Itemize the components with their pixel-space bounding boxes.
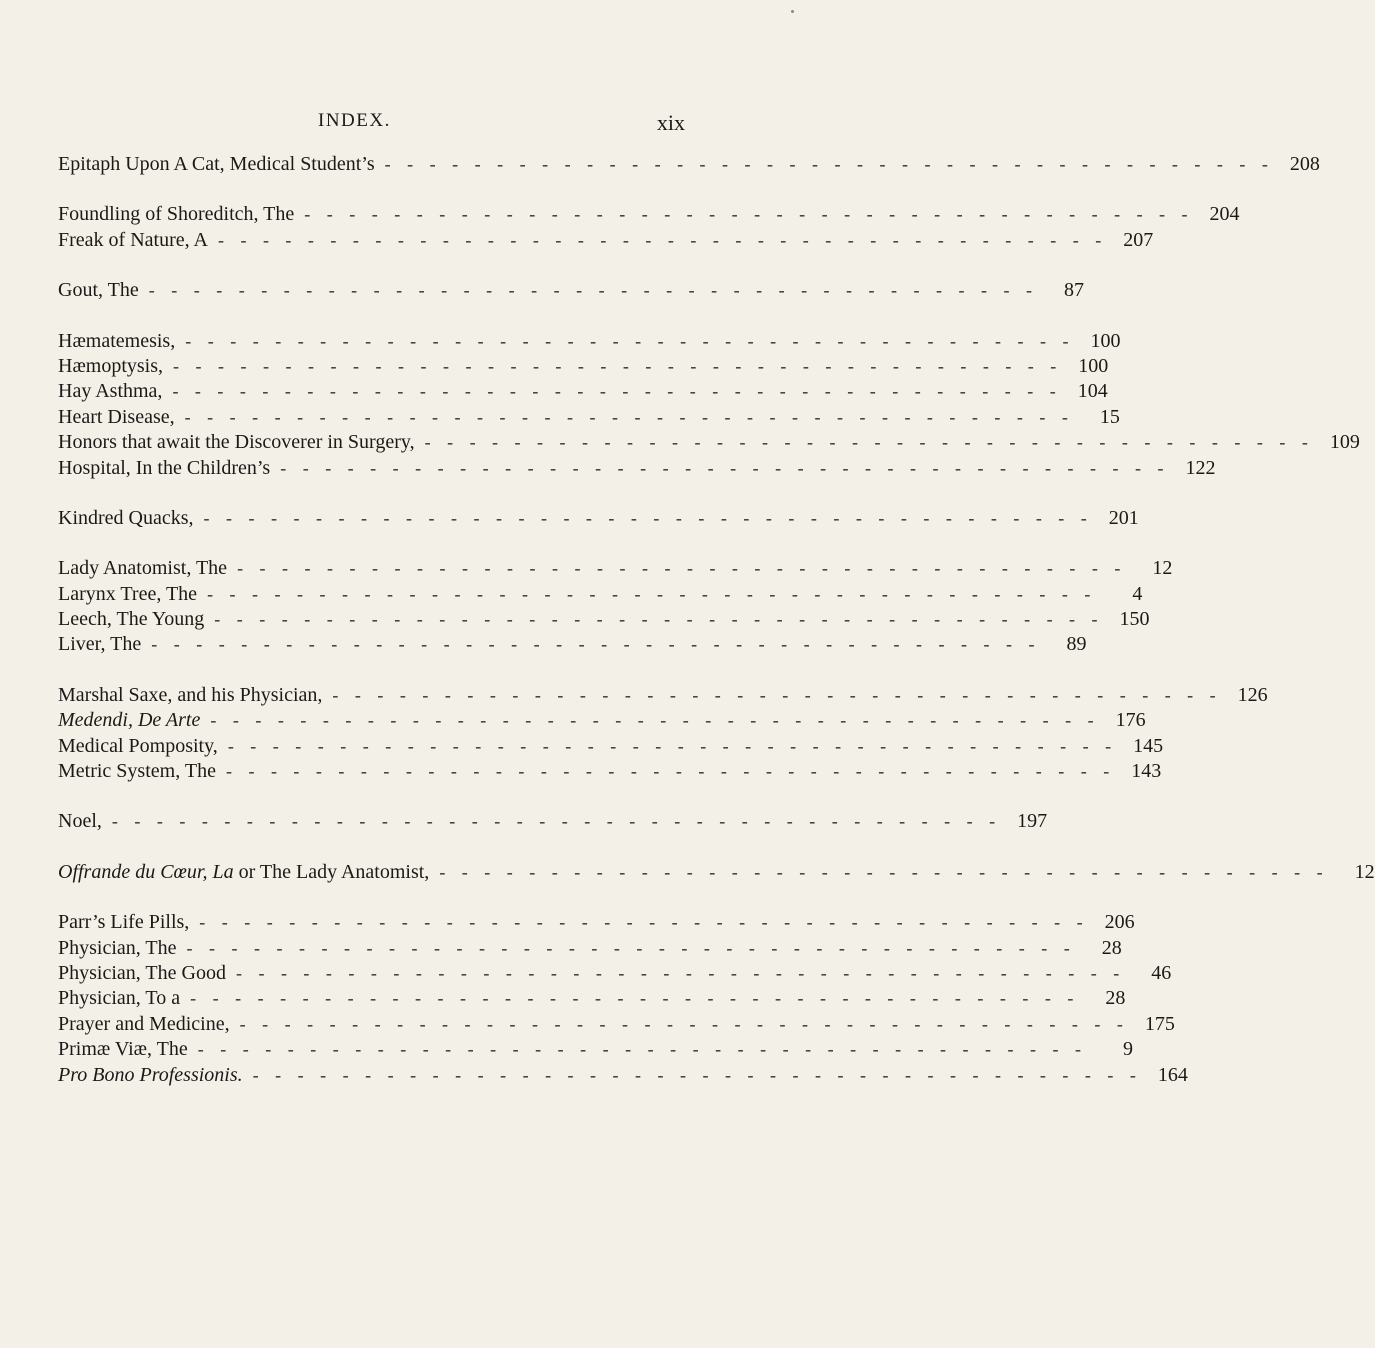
entry-page-number: 126: [1237, 683, 1268, 706]
entry-label: [58, 708, 210, 733]
entry-label: [58, 405, 185, 430]
index-entry: [58, 278, 1084, 303]
dot-leaders: - - - - - - - - - - - - - - - - - - - - - - - - - - - - - - - - - - - - - - - -: [190, 988, 1080, 1009]
index-entry: [58, 1012, 1175, 1037]
dot-leaders: - - - - - - - - - - - - - - - - - - - - - - - - - - - - - - - - - - - - - - - -: [424, 432, 1314, 453]
dot-leaders: - - - - - - - - - - - - - - - - - - - - - - - - - - - - - - - - - - - - - - - -: [197, 1039, 1088, 1060]
entry-label-text: Medical Pomposity,: [58, 734, 218, 757]
entry-label: [58, 936, 187, 961]
dot-leaders: - - - - - - - - - - - - - - - - - - - - - - - - - - - - - - - - - - - - - - - -: [439, 861, 1329, 882]
entry-page-number: 176: [1115, 709, 1146, 732]
index-entry: [58, 202, 1240, 227]
index-entry: [58, 405, 1120, 430]
entry-label-text: Hay Asthma,: [58, 380, 163, 403]
entry-label: [58, 683, 332, 708]
running-title: INDEX.: [318, 110, 391, 131]
dot-leaders: - - - - - - - - - - - - - - - - - - - - - - - - - - - - - - - - - - - - - - - -: [280, 457, 1170, 478]
index-entry: [58, 379, 1108, 404]
entry-label-text: Gout, The: [58, 279, 139, 302]
index-entry: [58, 556, 1173, 581]
index-group: [58, 910, 1188, 1088]
index-group: [58, 860, 1375, 885]
entry-page-number: 109: [1329, 431, 1360, 454]
dot-leaders: - - - - - - - - - - - - - - - - - - - - - - - - - - - - - - - - - - - - - - - -: [252, 1064, 1142, 1085]
entry-label: [58, 228, 218, 253]
dot-leaders: - - - - - - - - - - - - - - - - - - - - - - - - - - - - - - - - - - - - - - - -: [203, 507, 1093, 528]
entry-label-text: or The Lady Anatomist,: [233, 860, 430, 883]
entry-label-text: Noel,: [58, 810, 102, 833]
dot-leaders: - - - - - - - - - - - - - - - - - - - - - - - - - - - - - - - - - - - - - - - -: [199, 912, 1089, 933]
entry-page-number: 100: [1090, 329, 1121, 352]
page-header: [0, 110, 800, 134]
entry-label-text: Larynx Tree, The: [58, 582, 198, 605]
index-group: [58, 556, 1173, 658]
entry-label-text: Epitaph Upon A Cat, Medical Student’s: [58, 153, 375, 175]
index-group: [58, 683, 1268, 785]
entry-label: [58, 1012, 240, 1037]
entry-label-text: Leech, The Young: [58, 608, 205, 631]
entry-label: [58, 986, 190, 1011]
index-entry: [58, 607, 1150, 632]
entry-label-text: Heart Disease,: [58, 405, 175, 428]
entry-label: [58, 430, 425, 455]
index-entry: [58, 228, 1154, 253]
entry-label: [58, 278, 149, 303]
dot-leaders: - - - - - - - - - - - - - - - - - - - - - - - - - - - - - - - - - - - - - - - -: [332, 684, 1222, 705]
entry-page-number: 206: [1104, 911, 1135, 934]
entry-page-number: 89: [1066, 633, 1087, 656]
dot-leaders: - - - - - - - - - - - - - - - - - - - - - - - - - - - - - - - - - - - - - - - -: [111, 811, 1002, 832]
entry-page-number: 12: [1354, 860, 1375, 883]
entry-page-number: 28: [1101, 936, 1122, 959]
entry-page-number: 15: [1099, 405, 1120, 428]
entry-label-text: Hospital, In the Children’s: [58, 456, 271, 479]
entry-page-number: 46: [1151, 961, 1172, 984]
dot-leaders: - - - - - - - - - - - - - - - - - - - - - - - - - - - - - - - - - - - - - - - -: [184, 406, 1074, 427]
entry-label-text: Foundling of Shoreditch, The: [58, 203, 295, 226]
entry-label: [58, 759, 226, 784]
index-entry: [58, 456, 1216, 481]
entry-label-text: Liver, The: [58, 633, 142, 656]
entry-label-text: Primæ Viæ, The: [58, 1038, 188, 1061]
entry-label: [58, 1037, 198, 1062]
entry-label-text: Prayer and Medicine,: [58, 1012, 230, 1035]
index-entry: [58, 759, 1162, 784]
page-number: xix: [656, 110, 685, 135]
entry-page-number: 175: [1144, 1012, 1175, 1035]
dot-leaders: - - - - - - - - - - - - - - - - - - - - - - - - - - - - - - - - - - - - - - - -: [239, 1013, 1129, 1034]
entry-label: [58, 152, 385, 177]
index-entry: [58, 936, 1122, 961]
index-entry: [58, 809, 1048, 834]
entry-label-text: Marshal Saxe, and his Physician,: [58, 683, 323, 706]
dot-leaders: - - - - - - - - - - - - - - - - - - - - - - - - - - - - - - - - - - - - - - - -: [151, 634, 1041, 655]
dot-leaders: - - - - - - - - - - - - - - - - - - - - - - - - - - - - - - - - - - - - - - - -: [173, 355, 1063, 376]
entry-label-text: Metric System, The: [58, 760, 216, 783]
entry-label-text: Physician, To a: [58, 987, 181, 1010]
entry-label-text: Kindred Quacks,: [58, 506, 194, 529]
dot-leaders: - - - - - - - - - - - - - - - - - - - - - - - - - - - - - - - - - - - - - - - -: [235, 962, 1126, 983]
index-group: [58, 506, 1139, 531]
entry-page-number: 164: [1157, 1063, 1188, 1086]
index-entries: [58, 152, 1375, 1113]
entry-label-italic: Medendi, De Arte: [58, 709, 201, 732]
entry-label-text: Lady Anatomist, The: [58, 557, 228, 580]
index-group: [58, 278, 1084, 303]
entry-page-number: 87: [1064, 279, 1084, 302]
index-entry: [58, 708, 1146, 733]
entry-label-text: Physician, The: [58, 936, 177, 959]
dot-leaders: - - - - - - - - - - - - - - - - - - - - - - - - - - - - - - - - - - - - - - - -: [225, 761, 1116, 782]
dot-leaders: - - - - - - - - - - - - - - - - - - - - - - - - - - - - - - - - - - - - - - - -: [304, 204, 1194, 225]
dot-leaders: - - - - - - - - - - - - - - - - - - - - - - - - - - - - - - - - - - - - - - - -: [227, 735, 1118, 756]
entry-label-text: Hæmatemesis,: [58, 329, 176, 352]
index-entry: [58, 910, 1135, 935]
entry-page-number: 100: [1078, 354, 1109, 377]
index-entry: [58, 582, 1143, 607]
entry-label: [58, 556, 237, 581]
entry-page-number: 104: [1077, 380, 1108, 403]
entry-page-number: 28: [1105, 987, 1126, 1010]
index-entry: [58, 632, 1087, 657]
entry-page-number: 145: [1133, 734, 1164, 757]
entry-label: [58, 809, 112, 834]
dot-leaders: - - - - - - - - - - - - - - - - - - - - - - - - - - - - - - - - - - - - - - - -: [148, 280, 1038, 301]
dot-leaders: - - - - - - - - - - - - - - - - - - - - - - - - - - - - - - - - - - - - - - - -: [207, 583, 1097, 604]
entry-page-number: 122: [1185, 456, 1216, 479]
entry-label-text: Physician, The Good: [58, 961, 226, 984]
entry-label: [58, 506, 204, 531]
entry-label-text: Parr’s Life Pills,: [58, 911, 190, 934]
entry-label: [58, 202, 304, 227]
index-group: [58, 329, 1360, 481]
dot-leaders: - - - - - - - - - - - - - - - - - - - - - - - - - - - - - - - - - - - - - - - -: [217, 229, 1108, 250]
index-entry: [58, 986, 1126, 1011]
dot-leaders: - - - - - - - - - - - - - - - - - - - - - - - - - - - - - - - - - - - - - - - -: [237, 558, 1127, 579]
entry-label: [58, 607, 214, 632]
paper-speck: [791, 10, 794, 13]
entry-page-number: 150: [1119, 608, 1150, 631]
index-entry: [58, 1037, 1134, 1062]
entry-page-number: 197: [1017, 810, 1048, 833]
entry-label: [58, 734, 228, 759]
index-entry: [58, 1063, 1188, 1088]
index-entry: [58, 329, 1121, 354]
entry-label: [58, 379, 172, 404]
index-entry: [58, 506, 1139, 531]
entry-label: [58, 329, 185, 354]
entry-page-number: 208: [1289, 153, 1320, 175]
entry-label: [58, 961, 236, 986]
index-entry: [58, 683, 1268, 708]
index-entry: [58, 961, 1172, 986]
entry-label-text: Honors that await the Discoverer in Surgery,: [58, 431, 415, 454]
dot-leaders: - - - - - - - - - - - - - - - - - - - - - - - - - - - - - - - - - - - - - - - -: [172, 381, 1062, 402]
index-entry: [58, 430, 1360, 455]
dot-leaders: - - - - - - - - - - - - - - - - - - - - - - - - - - - - - - - - - - - - - - - -: [214, 609, 1104, 630]
entry-label: [58, 1063, 253, 1088]
entry-page-number: 204: [1209, 203, 1240, 226]
entry-page-number: 143: [1131, 760, 1162, 783]
entry-label: [58, 354, 173, 379]
dot-leaders: - - - - - - - - - - - - - - - - - - - - - - - - - - - - - - - - - - - - - - - -: [186, 937, 1076, 958]
entry-label: [58, 910, 199, 935]
entry-label: [58, 632, 151, 657]
entry-label: [58, 582, 207, 607]
entry-page-number: 12: [1152, 557, 1173, 580]
entry-label: [58, 860, 439, 885]
entry-label-text: Hæmoptysis,: [58, 354, 164, 377]
entry-page-number: 9: [1123, 1038, 1134, 1061]
entry-label-text: Freak of Nature, A: [58, 228, 208, 251]
index-entry: [58, 354, 1109, 379]
entry-label: [58, 456, 280, 481]
index-entry: [58, 860, 1375, 885]
index-entry: [58, 734, 1164, 759]
entry-label-italic: Pro Bono Professionis.: [58, 1063, 243, 1086]
dot-leaders: - - - - - - - - - - - - - - - - - - - - - - - - - - - - - - - - - - - - - - - -: [185, 330, 1075, 351]
entry-label-italic: Offrande du Cœur, La: [58, 860, 234, 883]
dot-leaders: - - - - - - - - - - - - - - - - - - - - - - - - - - - - - - - - - - - - - - - -: [210, 710, 1100, 731]
entry-page-number: 201: [1108, 506, 1139, 529]
dot-leaders: - - - - - - - - - - - - - - - - - - - - - - - - - - - - - - - - - - - - - - - -: [384, 154, 1274, 174]
index-group: [58, 809, 1048, 834]
index-group: [58, 202, 1240, 253]
entry-page-number: 207: [1123, 228, 1154, 251]
entry-page-number: 4: [1132, 582, 1143, 605]
index-entry: [58, 152, 1320, 177]
index-group: [58, 152, 1320, 177]
